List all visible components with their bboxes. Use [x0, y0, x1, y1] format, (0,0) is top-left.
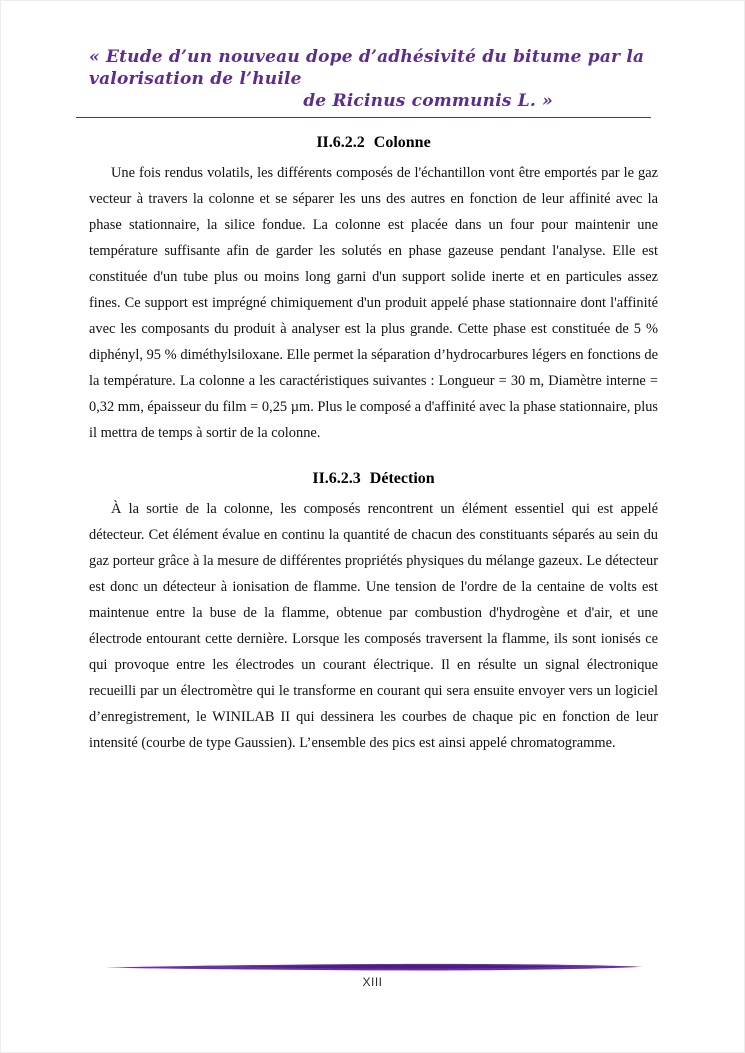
section-colonne [89, 132, 658, 446]
section-paragraph-colonne: Une fois rendus volatils, les différents composés de l'échantillon vont être emportés par le gaz vecteur à travers la colonne et se séparer les uns des autres en fonction de leur affinité avec la phase stationnaire, la silice fondue. La colonne est placée dans un four pour maintenir une température suffisante afin de garder les solutés en phase gazeuse pendant l'analyse. Elle est constituée d'un tube plus ou moins long garni d'un support solide inerte et en particules assez fines. Ce support est imprégné chimiquement d'un produit appelé phase stationnaire dont l'affinité avec les composants du produit à analyser est la plus grande. Cette phase est constituée de 5 % diphényl, 95 % diméthylsiloxane. Elle permet la séparation d’hydrocarbures légers en fonctions de la température. La colonne a les caractéristiques suivantes : Longueur = 30 m, Diamètre interne = 0,32 mm, épaisseur du film = 0,25 µm. Plus le composé a d'affinité avec la phase stationnaire, plus il mettra de temps à sortir de la colonne. [89, 165, 658, 441]
section-heading-colonne [89, 132, 658, 154]
section-heading-detection [89, 468, 658, 490]
document-body [89, 132, 658, 756]
section-detection [89, 468, 658, 756]
section-number: II.6.2.2 [316, 134, 365, 151]
section-title: Colonne [373, 134, 431, 151]
page-header [1, 46, 744, 118]
running-title-line2: de Ricinus communis L. » [303, 91, 553, 111]
running-title [89, 46, 658, 112]
header-rule [76, 117, 651, 118]
footer-divider [106, 963, 643, 972]
running-title-line1: « Etude d’un nouveau dope d’adhésivité du bitume par la valorisation de l’huile [89, 47, 645, 89]
footer-divider-ornament [106, 963, 643, 972]
section-title: Détection [369, 470, 435, 487]
section-paragraph-detection: À la sortie de la colonne, les composés rencontrent un élément essentiel qui est appelé détecteur. Cet élément évalue en continu la quantité de chacun des constituants séparés au sein du gaz porteur grâce à la mesure de différentes propriétés physiques du mélange gazeux. Le détecteur est donc un détecteur à ionisation de flamme. Une tension de l'ordre de la centaine de volts est maintenue entre la buse de la flamme, obtenue par combustion d'hydrogène et d'air, et une électrode entourant cette dernière. Lorsque les composés traversent la flamme, ils sont ionisés ce qui provoque entre les électrodes un courant électrique. Il en résulte un signal électronique recueilli par un électromètre qui le transforme en courant qui sera ensuite envoyer vers un logiciel d’enregistrement, le WINILAB II qui dessinera les courbes de chaque pic en fonction de leur intensité (courbe de type Gaussien). L’ensemble des pics est ainsi appelé chromatogramme. [89, 501, 658, 751]
section-number: II.6.2.3 [312, 470, 361, 487]
page-number: XIII [362, 975, 383, 989]
